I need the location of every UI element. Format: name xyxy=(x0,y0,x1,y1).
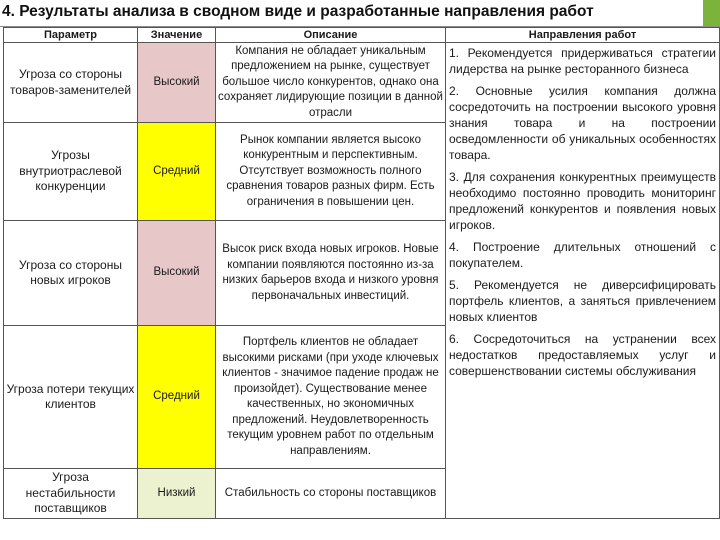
header-desc: Описание xyxy=(216,28,446,43)
param-cell: Угроза нестабильности поставщиков xyxy=(4,469,138,519)
value-cell: Высокий xyxy=(138,221,216,326)
direction-item: 6. Сосредоточиться на устранении всех недостатков предоставляемых услуг и совершенствовании системы обслуживания xyxy=(449,332,716,378)
header-value: Значение xyxy=(138,28,216,43)
direction-item: 2. Основные усилия компания должна сосредоточить на построении высокого уровня знания товара и на построении осведомленности об уникальных особенностях товара. xyxy=(449,84,716,162)
header-param: Параметр xyxy=(4,28,138,43)
analysis-table xyxy=(3,27,720,519)
param-cell: Угроза со стороны товаров-заменителей xyxy=(4,43,138,123)
desc-cell: Портфель клиентов не обладает высокими рисками (при уходе ключевых клиентов - значимое падение продаж не произойдет). Существование менее качественных, но экономичных предложений. Неудовлетворенность текущим уровнем работ по отдельным направлениям. xyxy=(216,326,446,469)
direction-item: 3. Для сохранения конкурентных преимуществ необходимо постоянно проводить мониторинг предложений конкурентов и появления новых игроков. xyxy=(449,170,716,232)
page-title: 4. Результаты анализа в сводном виде и разработанные направления работ xyxy=(2,3,594,20)
value-cell: Средний xyxy=(138,123,216,221)
direction-item: 5. Рекомендуется не диверсифицировать портфель клиентов, а заняться привлечением новых клиентов xyxy=(449,278,716,324)
param-cell: Угрозы внутриотраслевой конкуренции xyxy=(4,123,138,221)
title-accent-bar xyxy=(703,0,720,26)
title-bar xyxy=(0,0,720,27)
header-directions: Направления работ xyxy=(446,28,720,43)
table-header-row xyxy=(4,28,720,43)
desc-cell: Стабильность со стороны поставщиков xyxy=(216,469,446,519)
value-cell: Средний xyxy=(138,326,216,469)
param-cell: Угроза потери текущих клиентов xyxy=(4,326,138,469)
value-cell: Высокий xyxy=(138,43,216,123)
direction-item: 1. Рекомендуется придерживаться стратегии лидерства на рынке ресторанного бизнеса xyxy=(449,46,716,76)
table-row xyxy=(4,43,720,123)
desc-cell: Компания не обладает уникальным предложением на рынке, существует большое число конкурентов, однако она сохраняет лидирующие позиции в данной отрасли xyxy=(216,43,446,123)
directions-cell xyxy=(446,43,720,519)
desc-cell: Рынок компании является высоко конкурентным и перспективным. Отсутствует возможность полного сравнения товаров разных фирм. Есть ограничения в повышении цен. xyxy=(216,123,446,221)
direction-item: 4. Построение длительных отношений с покупателем. xyxy=(449,240,716,270)
value-cell: Низкий xyxy=(138,469,216,519)
param-cell: Угроза со стороны новых игроков xyxy=(4,221,138,326)
desc-cell: Высок риск входа новых игроков. Новые компании появляются постоянно из-за низких барьеров входа и низкого уровня первоначальных инвестиций. xyxy=(216,221,446,326)
